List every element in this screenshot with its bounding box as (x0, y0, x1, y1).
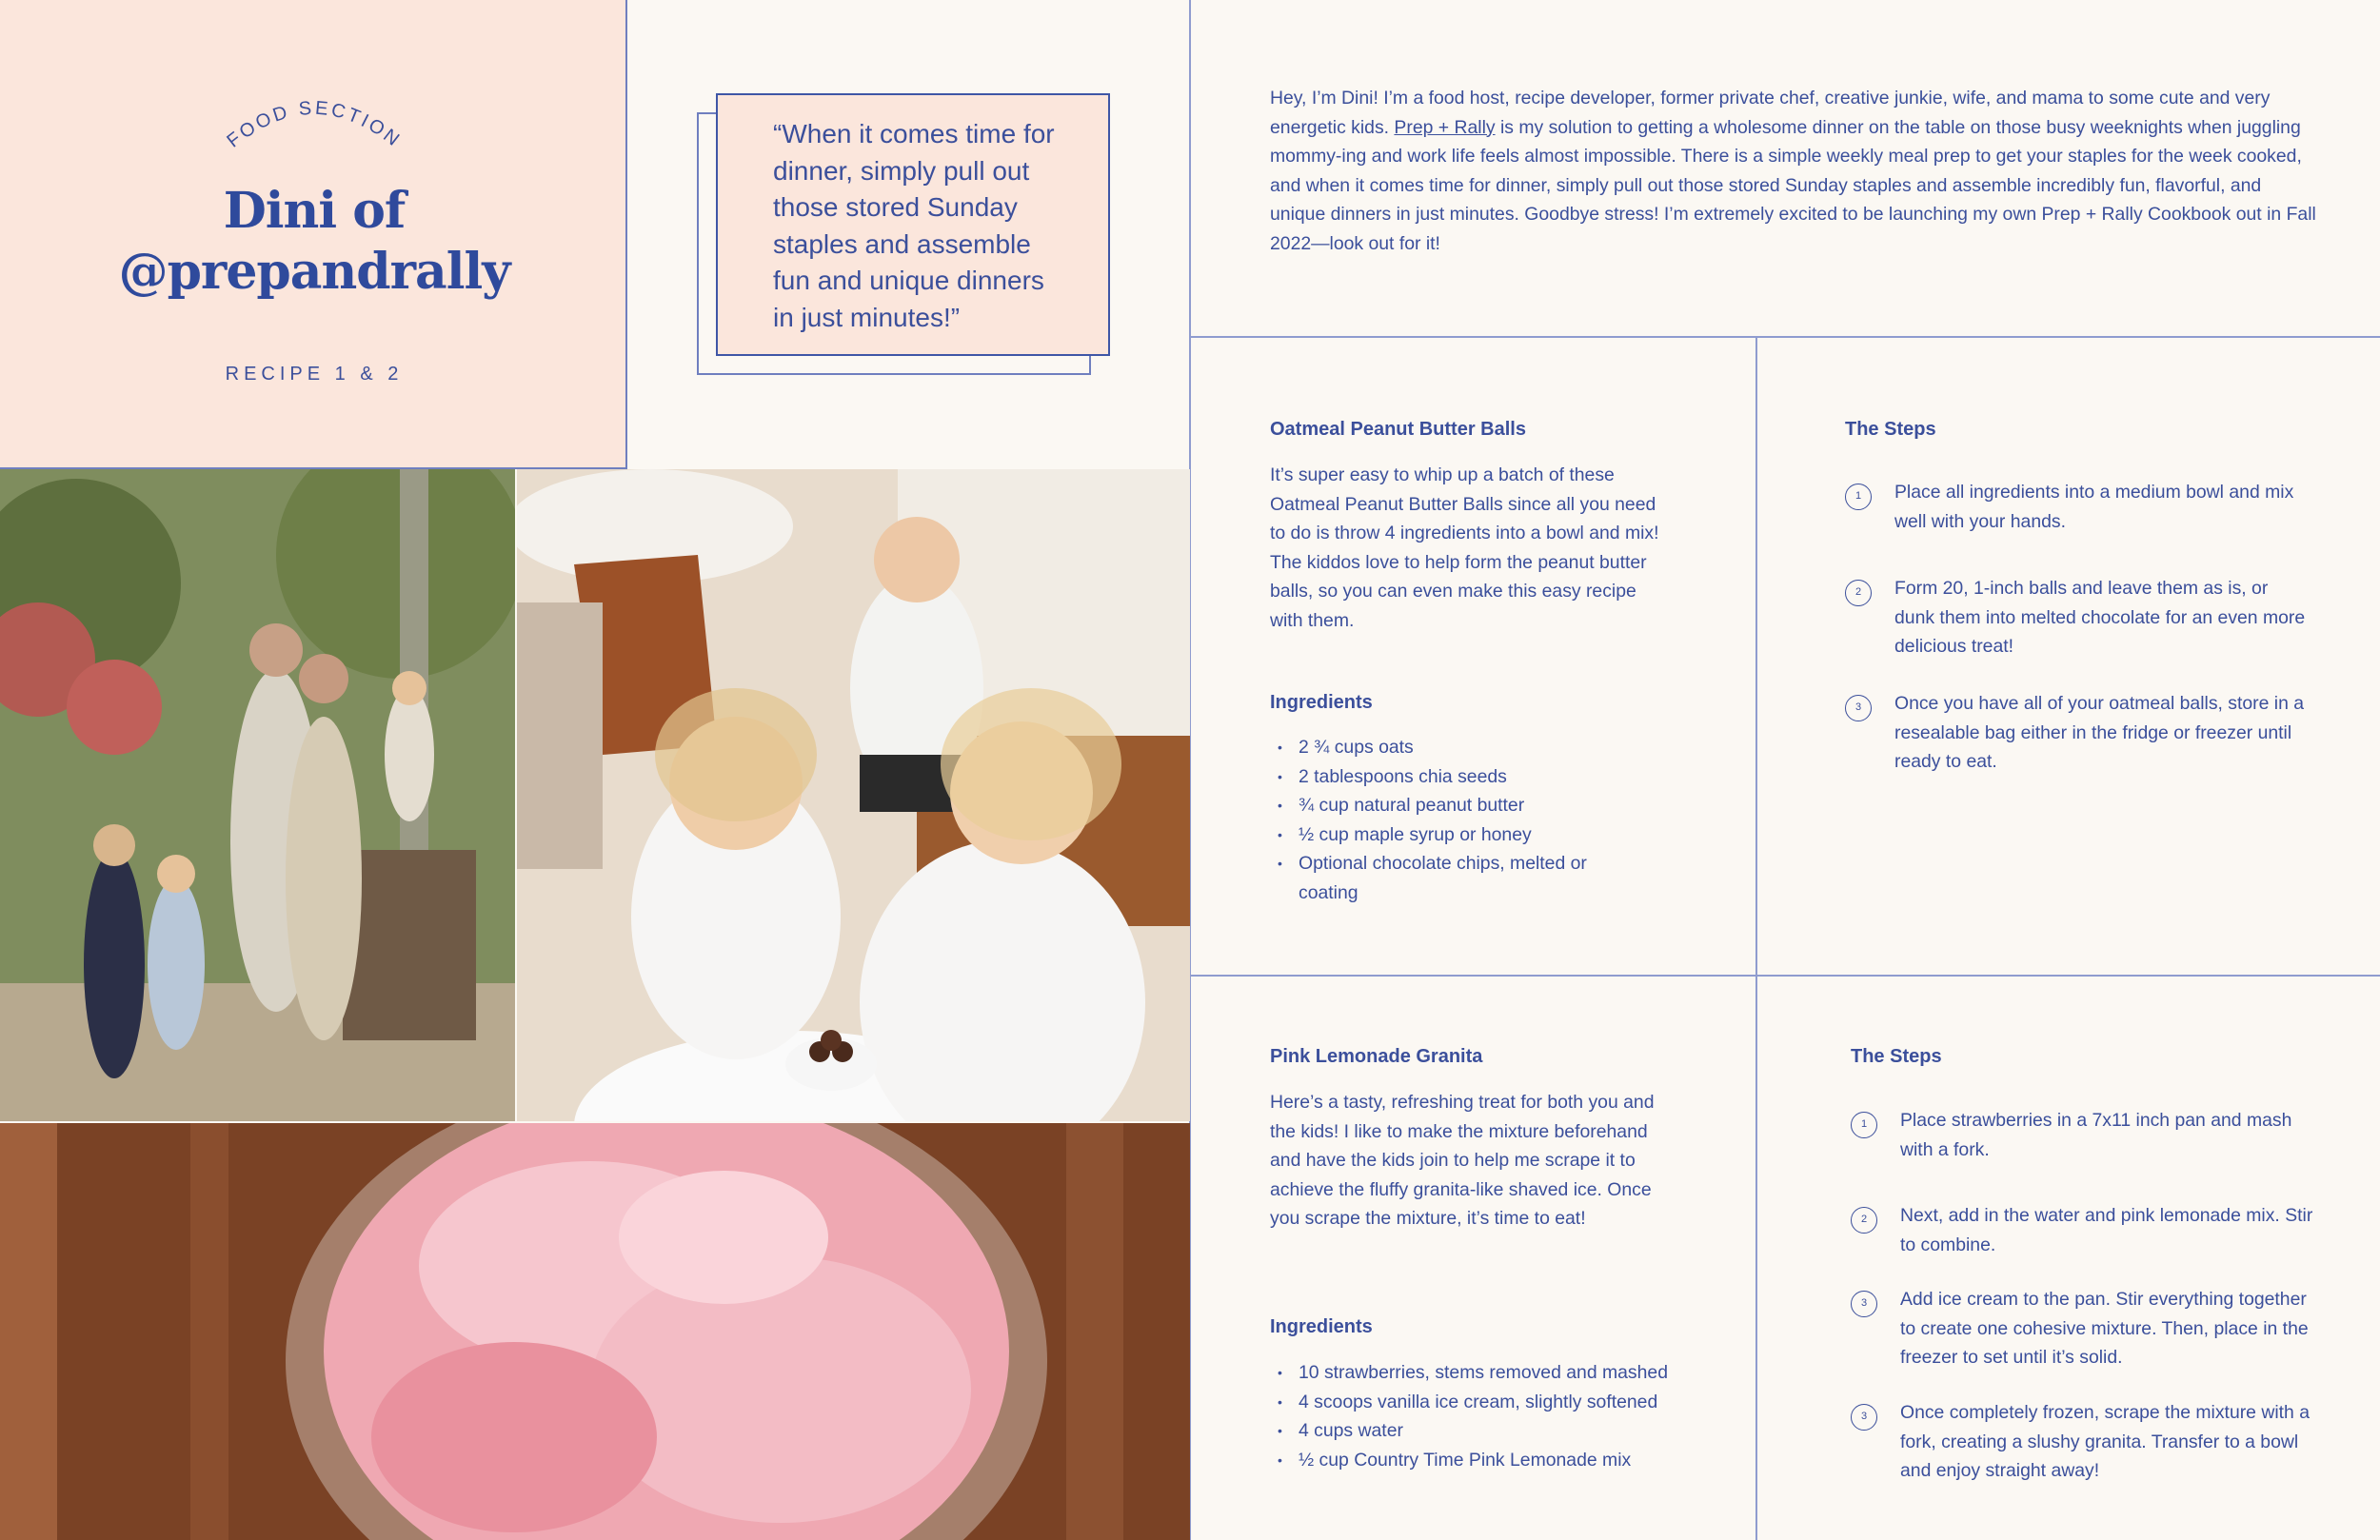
recipe2-steps-title: The Steps (1851, 1046, 1942, 1067)
intro-text: Hey, I’m Dini! I’m a food host, recipe developer, former private chef, creative junkie, wife, and mama to some cute and very energetic kids. (1270, 88, 2271, 138)
recipe2-step (1851, 1201, 2317, 1259)
prep-rally-link[interactable]: Prep + Rally (1394, 116, 1496, 138)
row-divider (1189, 336, 2380, 338)
title-panel (0, 0, 627, 469)
food-section-label (200, 86, 428, 162)
quote-line: those stored Sunday (773, 192, 1018, 222)
ingredient-item: • ½ cup Country Time Pink Lemonade mix (1270, 1446, 1727, 1475)
title-line-2: @prepandrally (118, 243, 510, 301)
step-number-icon: 1 (1845, 484, 1872, 510)
step-number-icon: 3 (1845, 695, 1872, 721)
recipe1-description: It’s super easy to whip up a batch of these Oatmeal Peanut Butter Balls since all you need to do is throw 4 ingredients into a bowl and mix! The kiddos love to help form the peanut butter balls, so you can even make this easy recipe with them. (1270, 464, 1659, 631)
step-number-icon: 2 (1845, 580, 1872, 606)
recipe1-title: Oatmeal Peanut Butter Balls (1270, 419, 1526, 440)
kids-photo (517, 469, 1190, 1121)
recipe2-description: Here’s a tasty, refreshing treat for both you and the kids! I like to make the mixture beforehand and have the kids join to help me scrape it to achieve the fluffy granita-like shaved ice. Once you scrape the mixture, it’s time to eat! (1270, 1092, 1655, 1230)
quote-line: dinner, simply pull out (773, 155, 1030, 186)
page-title (86, 181, 543, 303)
intro-text-continued: is my solution to getting a wholesome dinner on the table on those busy weeknights when juggling mommy-ing and work life feels almost impossible. There is a simple weekly meal prep to get your staples for the week cooked, and when it comes time for dinner, simply pull out those stored Sunday staples and assemble incredibly fun, flavorful, and unique dinners in just minutes. Goodbye stress! I’m extremely excited to be launching my own Prep + Rally Cookbook out in Fall 2022—look out for it! (1270, 116, 2316, 254)
recipe2-step (1851, 1106, 2317, 1164)
svg-text:FOOD SECTION: FOOD SECTION (223, 97, 406, 152)
recipe1-ingredients (1270, 733, 1670, 908)
recipe1-step (1845, 689, 2311, 777)
quote-line: “When it comes time for (773, 119, 1055, 148)
step-text: Place all ingredients into a medium bowl and mix well with your hands. (1894, 482, 2294, 532)
title-line-1: Dini of (223, 182, 406, 240)
recipe2-ingredients (1270, 1358, 1727, 1474)
recipe2-title: Pink Lemonade Granita (1270, 1046, 1483, 1067)
quote-line: in just minutes!” (773, 302, 961, 332)
recipe2-step (1851, 1285, 2317, 1372)
ingredient-item: • Optional chocolate chips, melted or coating (1270, 849, 1613, 907)
recipe1-steps-title: The Steps (1845, 419, 1936, 440)
recipe1-step (1845, 478, 2311, 536)
step-number-icon: 1 (1851, 1112, 1877, 1138)
recipe2-step (1851, 1398, 2317, 1486)
step-text: Add ice cream to the pan. Stir everything together to create one cohesive mixture. Then, place in the freezer to set until it’s solid. (1900, 1289, 2309, 1369)
ingredient-item: • ¾ cup natural peanut butter (1270, 791, 1670, 820)
step-text: Once completely frozen, scrape the mixture with a fork, creating a slushy granita. Transfer to a bowl and enjoy straight away! (1900, 1402, 2311, 1482)
ingredient-item: • 4 cups water (1270, 1416, 1727, 1446)
quote-line: fun and unique dinners (773, 266, 1044, 295)
ingredient-item: • 4 scoops vanilla ice cream, slightly softened (1270, 1388, 1727, 1417)
step-number-icon: 2 (1851, 1207, 1877, 1234)
ingredient-item: • 2 ¾ cups oats (1270, 733, 1670, 762)
intro-paragraph (1270, 84, 2317, 259)
step-text: Place strawberries in a 7x11 inch pan and mash with a fork. (1900, 1110, 2292, 1160)
quote-line: staples and assemble (773, 228, 1031, 259)
ingredient-item: • 2 tablespoons chia seeds (1270, 762, 1670, 792)
step-number-icon: 3 (1851, 1291, 1877, 1317)
recipe1-ingredients-title: Ingredients (1270, 692, 1373, 713)
recipe2-ingredients-title: Ingredients (1270, 1316, 1373, 1337)
recipe1-step (1845, 574, 2311, 661)
granita-photo (0, 1123, 1190, 1540)
pull-quote (716, 93, 1110, 356)
row-divider (1189, 975, 2380, 977)
ingredient-item: • ½ cup maple syrup or honey (1270, 820, 1670, 850)
step-text: Form 20, 1-inch balls and leave them as is, or dunk them into melted chocolate for an even more delicious treat! (1894, 578, 2306, 658)
step-number-icon: 3 (1851, 1404, 1877, 1431)
step-text: Once you have all of your oatmeal balls, store in a resealable bag either in the fridge or freezer until ready to eat. (1894, 693, 2305, 773)
ingredient-item: • 10 strawberries, stems removed and mashed (1270, 1358, 1727, 1388)
step-text: Next, add in the water and pink lemonade mix. Stir to combine. (1900, 1205, 2313, 1255)
steps-divider (1755, 336, 1757, 1540)
family-photo (0, 469, 515, 1121)
recipe-subtitle: RECIPE 1 & 2 (225, 364, 404, 385)
